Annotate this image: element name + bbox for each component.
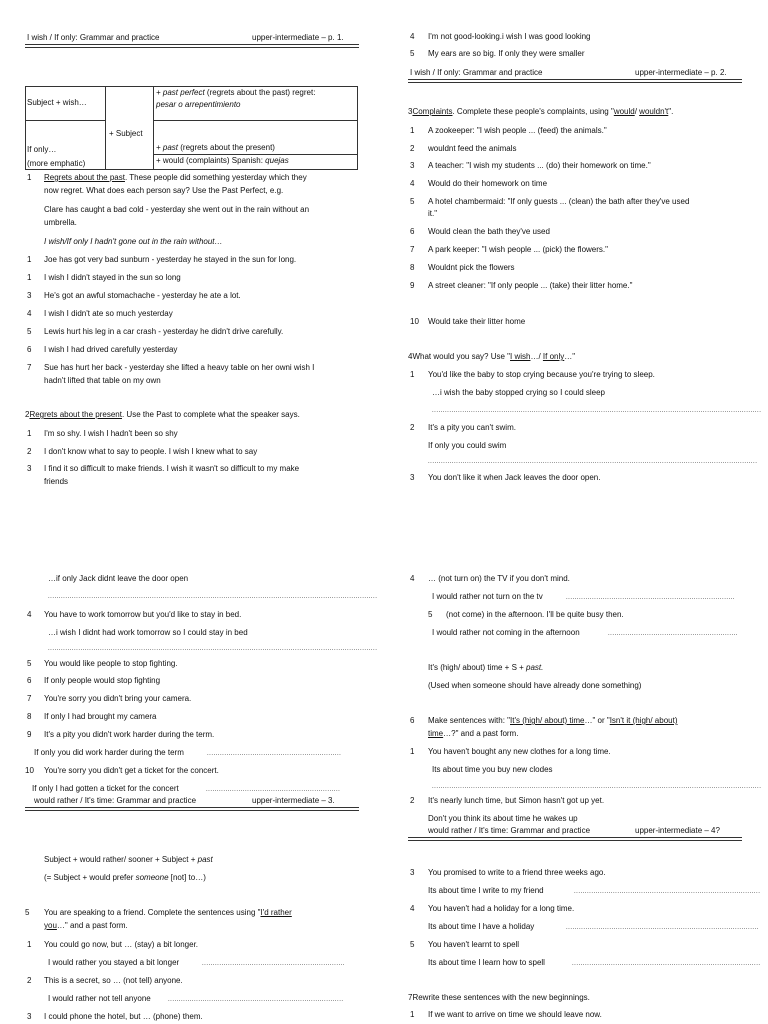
item-number: 1 bbox=[410, 370, 415, 379]
answer-line: .............................................................. bbox=[207, 751, 342, 757]
item-number: 1 bbox=[27, 429, 32, 438]
list-item: You haven't had a holiday for a long time. bbox=[428, 904, 575, 913]
answer-text: If only I had gotten a ticket for the concert bbox=[32, 784, 179, 793]
item-number: 5 bbox=[25, 908, 30, 917]
item-number: 9 bbox=[27, 730, 32, 739]
page-header-level: upper-intermediate – p. 1. bbox=[252, 33, 344, 42]
item-number: 1 bbox=[27, 273, 32, 282]
answer-text: …i wish I didnt had work tomorrow so I could stay in bed bbox=[48, 628, 248, 637]
exercise-4-instruction: 4What would you say? Use "I wish…/ If only…" bbox=[408, 352, 576, 361]
list-item: You would like people to stop fighting. bbox=[44, 659, 178, 668]
table-past-perfect-spanish: pesar o arrepentimiento bbox=[156, 100, 241, 109]
list-item: I don't know what to say to people. I wish I knew what to say bbox=[44, 447, 258, 456]
list-item: This is a secret, so … (not tell) anyone. bbox=[44, 976, 183, 985]
answer-text: …if only Jack didnt leave the door open bbox=[48, 574, 189, 583]
list-item: A street cleaner: "If only people ... (take) their litter home." bbox=[428, 281, 633, 290]
page-header-title: would rather / It's time: Grammar and practice bbox=[34, 796, 197, 805]
answer-text: …i wish the baby stopped crying so I could sleep bbox=[432, 388, 605, 397]
exercise-6-instruction: Make sentences with: "It's (high/ about) time…" or "Isn't it (high/ about) bbox=[428, 716, 678, 725]
exercise-2-instruction: 2Regrets about the present. Use the Past to complete what the speaker says. bbox=[25, 410, 300, 419]
answer-text: I would rather you stayed a bit longer bbox=[48, 958, 180, 967]
exercise-1-example: Clare has caught a bad cold - yesterday she went out in the rain without an bbox=[44, 205, 310, 214]
page-header-level: upper-intermediate – 4? bbox=[635, 826, 720, 835]
list-item: You haven't learnt to spell bbox=[428, 940, 520, 949]
item-number: 6 bbox=[27, 676, 32, 685]
exercise-5-instruction-cont: you…" and a past form. bbox=[44, 921, 128, 930]
list-item: You're sorry you didn't bring your camera. bbox=[44, 694, 192, 703]
item-number: 3 bbox=[410, 161, 415, 170]
answer-text: Would take their litter home bbox=[428, 317, 526, 326]
item-number: 6 bbox=[27, 345, 32, 354]
item-number: 10 bbox=[25, 766, 34, 775]
item-number: 9 bbox=[410, 281, 415, 290]
list-item: You'd like the baby to stop crying because you're trying to sleep. bbox=[428, 370, 655, 379]
list-item: You could go now, but … (stay) a bit longer. bbox=[44, 940, 199, 949]
answer-text: If only people would stop fighting bbox=[44, 676, 161, 685]
list-item: It's a pity you didn't work harder during the term. bbox=[44, 730, 215, 739]
list-item: A zookeeper: "I wish people ... (feed) the animals." bbox=[428, 126, 607, 135]
list-item: If we want to arrive on time we should leave now. bbox=[428, 1010, 602, 1019]
item-number: 8 bbox=[410, 263, 415, 272]
answer-text: I wish I didn't stayed in the sun so long bbox=[44, 273, 181, 282]
answer-text: hadn't lifted that table on my own bbox=[44, 376, 161, 385]
answer-text: My ears are so big. If only they were smaller bbox=[428, 49, 585, 58]
item-number: 3 bbox=[410, 473, 415, 482]
table-past-perfect-row: + past perfect (regrets about the past) regret: bbox=[156, 88, 316, 97]
list-item: … (not turn on) the TV if you don't mind. bbox=[428, 574, 570, 583]
item-number: 5 bbox=[27, 659, 32, 668]
list-item: I'm so shy. I wish I hadn't been so shy bbox=[44, 429, 178, 438]
list-item: Joe has got very bad sunburn - yesterday he stayed in the sun for long. bbox=[44, 255, 297, 264]
answer-text: Would clean the bath they've used bbox=[428, 227, 550, 236]
item-number: 5 bbox=[410, 49, 415, 58]
list-item: He's got an awful stomachache - yesterday he ate a lot. bbox=[44, 291, 241, 300]
header-rule bbox=[408, 837, 742, 841]
item-number: 2 bbox=[410, 144, 415, 153]
answer-line: ........................................................................................................................................................ bbox=[48, 646, 378, 652]
list-item: A park keeper: "I wish people ... (pick) the flowers." bbox=[428, 245, 608, 254]
item-number: 1 bbox=[410, 126, 415, 135]
header-rule bbox=[25, 44, 359, 48]
exercise-1-example-cont: umbrella. bbox=[44, 218, 77, 227]
answer-text: I wish I had drived carefully yesterday bbox=[44, 345, 178, 354]
answer-line: ........................................................................................................................................................ bbox=[48, 594, 378, 600]
item-number: 2 bbox=[410, 423, 415, 432]
grammar-rule: It's (high/ about) time + S + past. bbox=[428, 663, 544, 672]
item-number: 3 bbox=[410, 868, 415, 877]
list-item: You haven't bought any new clothes for a long time. bbox=[428, 747, 611, 756]
answer-line: ............................................................ bbox=[608, 631, 739, 637]
answer-line: .................................................................. bbox=[202, 961, 346, 967]
table-plus-subject: + Subject bbox=[109, 129, 143, 138]
header-rule bbox=[25, 807, 359, 811]
grammar-rule: Subject + would rather/ sooner + Subject + past bbox=[44, 855, 213, 864]
list-item: Sue has hurt her back - yesterday she lifted a heavy table on her owni wish I bbox=[44, 363, 315, 372]
answer-line: ....................................................................................... bbox=[572, 961, 761, 967]
answer-text: Its about time I learn how to spell bbox=[428, 958, 545, 967]
answer-text: I wish I didn't ate so much yesterday bbox=[44, 309, 173, 318]
answer-text: Don't you think its about time he wakes up bbox=[428, 814, 578, 823]
answer-text: I would rather not turn on the tv bbox=[432, 592, 543, 601]
header-rule bbox=[408, 79, 742, 83]
item-number: 8 bbox=[27, 712, 32, 721]
item-number: 1 bbox=[410, 1010, 415, 1019]
item-number: 2 bbox=[27, 976, 32, 985]
exercise-1-instruction-cont: now regret. What does each person say? Use the Past Perfect, e.g. bbox=[44, 186, 284, 195]
item-number: 7 bbox=[410, 245, 415, 254]
list-item: It's nearly lunch time, but Simon hasn't got up yet. bbox=[428, 796, 605, 805]
item-number: 2 bbox=[27, 447, 32, 456]
answer-line: .............................................................. bbox=[206, 787, 341, 793]
item-number: 4 bbox=[410, 32, 415, 41]
list-item: You have to work tomorrow but you'd like to stay in bed. bbox=[44, 610, 242, 619]
item-number: 6 bbox=[410, 716, 415, 725]
item-number: 3 bbox=[27, 291, 32, 300]
list-item: A hotel chambermaid: "If only guests ... (clean) the bath after they've used bbox=[428, 197, 690, 206]
item-number: 10 bbox=[410, 317, 419, 326]
item-number: 5 bbox=[428, 610, 433, 619]
list-item: You promised to write to a friend three weeks ago. bbox=[428, 868, 606, 877]
answer-line: ...................................................................................... bbox=[574, 889, 761, 895]
item-number: 1 bbox=[27, 255, 32, 264]
item-number: 5 bbox=[410, 940, 415, 949]
item-number: 4 bbox=[410, 904, 415, 913]
answer-text: I would rather not coming in the afternoon bbox=[432, 628, 580, 637]
answer-text: I'm not good-looking.i wish I was good looking bbox=[428, 32, 591, 41]
list-item: A teacher: "I wish my students ... (do) their homework on time." bbox=[428, 161, 651, 170]
answer-text: I would rather not tell anyone bbox=[48, 994, 151, 1003]
answer-text: Wouldnt pick the flowers bbox=[428, 263, 515, 272]
answer-line: ................................................................................. bbox=[168, 997, 344, 1003]
item-number: 3 bbox=[27, 464, 32, 473]
answer-text: Its about time I write to my friend bbox=[428, 886, 544, 895]
answer-text: Its about time I have a holiday bbox=[428, 922, 535, 931]
exercise-1-example-answer: I wish/If only I hadn't gone out in the rain without… bbox=[44, 237, 223, 246]
table-past-row: + past (regrets about the present) bbox=[156, 143, 275, 152]
page-header-level: upper-intermediate – 3. bbox=[252, 796, 335, 805]
answer-line: ........................................................................................................................................................ bbox=[432, 784, 762, 790]
list-item: You don't like it when Jack leaves the door open. bbox=[428, 473, 601, 482]
answer-text: friends bbox=[44, 477, 69, 486]
answer-text: If only you could swim bbox=[428, 441, 507, 450]
answer-text: If only you did work harder during the term bbox=[34, 748, 184, 757]
answer-line: ........................................................................................................................................................ bbox=[428, 459, 758, 465]
item-number: 2 bbox=[410, 796, 415, 805]
item-number: 1 bbox=[410, 747, 415, 756]
exercise-3-instruction: 3Complaints. Complete these people's complaints, using "would/ wouldn't". bbox=[408, 107, 674, 116]
list-item: You're sorry you didn't get a ticket for the concert. bbox=[44, 766, 219, 775]
page-header-title: I wish / If only: Grammar and practice bbox=[410, 68, 543, 77]
answer-text: If only I had brought my camera bbox=[44, 712, 157, 721]
grammar-rule-note: (Used when someone should have already done something) bbox=[428, 681, 642, 690]
grammar-rule-note: (= Subject + would prefer someone [not] to…) bbox=[44, 873, 206, 882]
item-number: 1 bbox=[27, 940, 32, 949]
answer-text: Its about time you buy new clodes bbox=[432, 765, 553, 774]
item-number: 7 bbox=[27, 694, 32, 703]
item-number: 4 bbox=[27, 309, 32, 318]
table-if-only: If only… bbox=[27, 145, 57, 154]
list-item: It's a pity you can't swim. bbox=[428, 423, 516, 432]
item-number: 4 bbox=[410, 574, 415, 583]
answer-text: wouldnt feed the animals bbox=[428, 144, 517, 153]
table-subject-wish: Subject + wish… bbox=[27, 98, 87, 107]
item-number: 7 bbox=[27, 363, 32, 372]
exercise-5-instruction: You are speaking to a friend. Complete the sentences using "I'd rather bbox=[44, 908, 292, 917]
page-header-title: would rather / It's time: Grammar and practice bbox=[428, 826, 591, 835]
item-number: 4 bbox=[410, 179, 415, 188]
answer-line: ......................................................................................... bbox=[566, 925, 759, 931]
page-header-level: upper-intermediate – p. 2. bbox=[635, 68, 727, 77]
exercise-7-instruction: 7Rewrite these sentences with the new beginnings. bbox=[408, 993, 590, 1002]
exercise-6-instruction-cont: time…?" and a past form. bbox=[428, 729, 519, 738]
list-item-cont: it." bbox=[428, 209, 438, 218]
list-item: I find it so difficult to make friends. I wish it wasn't so difficult to my make bbox=[44, 464, 300, 473]
exercise-1-instruction: Regrets about the past. These people did something yesterday which they bbox=[44, 173, 307, 182]
list-item: Lewis hurt his leg in a car crash - yesterday he didn't drive carefully. bbox=[44, 327, 284, 336]
list-item: I could phone the hotel, but … (phone) them. bbox=[44, 1012, 203, 1021]
page-header-title: I wish / If only: Grammar and practice bbox=[27, 33, 160, 42]
item-number: 3 bbox=[27, 1012, 32, 1021]
list-item: (not come) in the afternoon. I'll be quite busy then. bbox=[446, 610, 624, 619]
answer-line: .............................................................................. bbox=[566, 595, 736, 601]
item-number: 6 bbox=[410, 227, 415, 236]
item-number: 5 bbox=[27, 327, 32, 336]
item-number: 5 bbox=[410, 197, 415, 206]
answer-text: Would do their homework on time bbox=[428, 179, 548, 188]
item-number: 4 bbox=[27, 610, 32, 619]
table-cell bbox=[105, 86, 154, 170]
table-would-row: + would (complaints) Spanish: quejas bbox=[156, 156, 289, 165]
table-more-emphatic: (more emphatic) bbox=[27, 159, 86, 168]
exercise-number: 1 bbox=[27, 173, 32, 182]
answer-line: ........................................................................................................................................................ bbox=[432, 408, 762, 414]
